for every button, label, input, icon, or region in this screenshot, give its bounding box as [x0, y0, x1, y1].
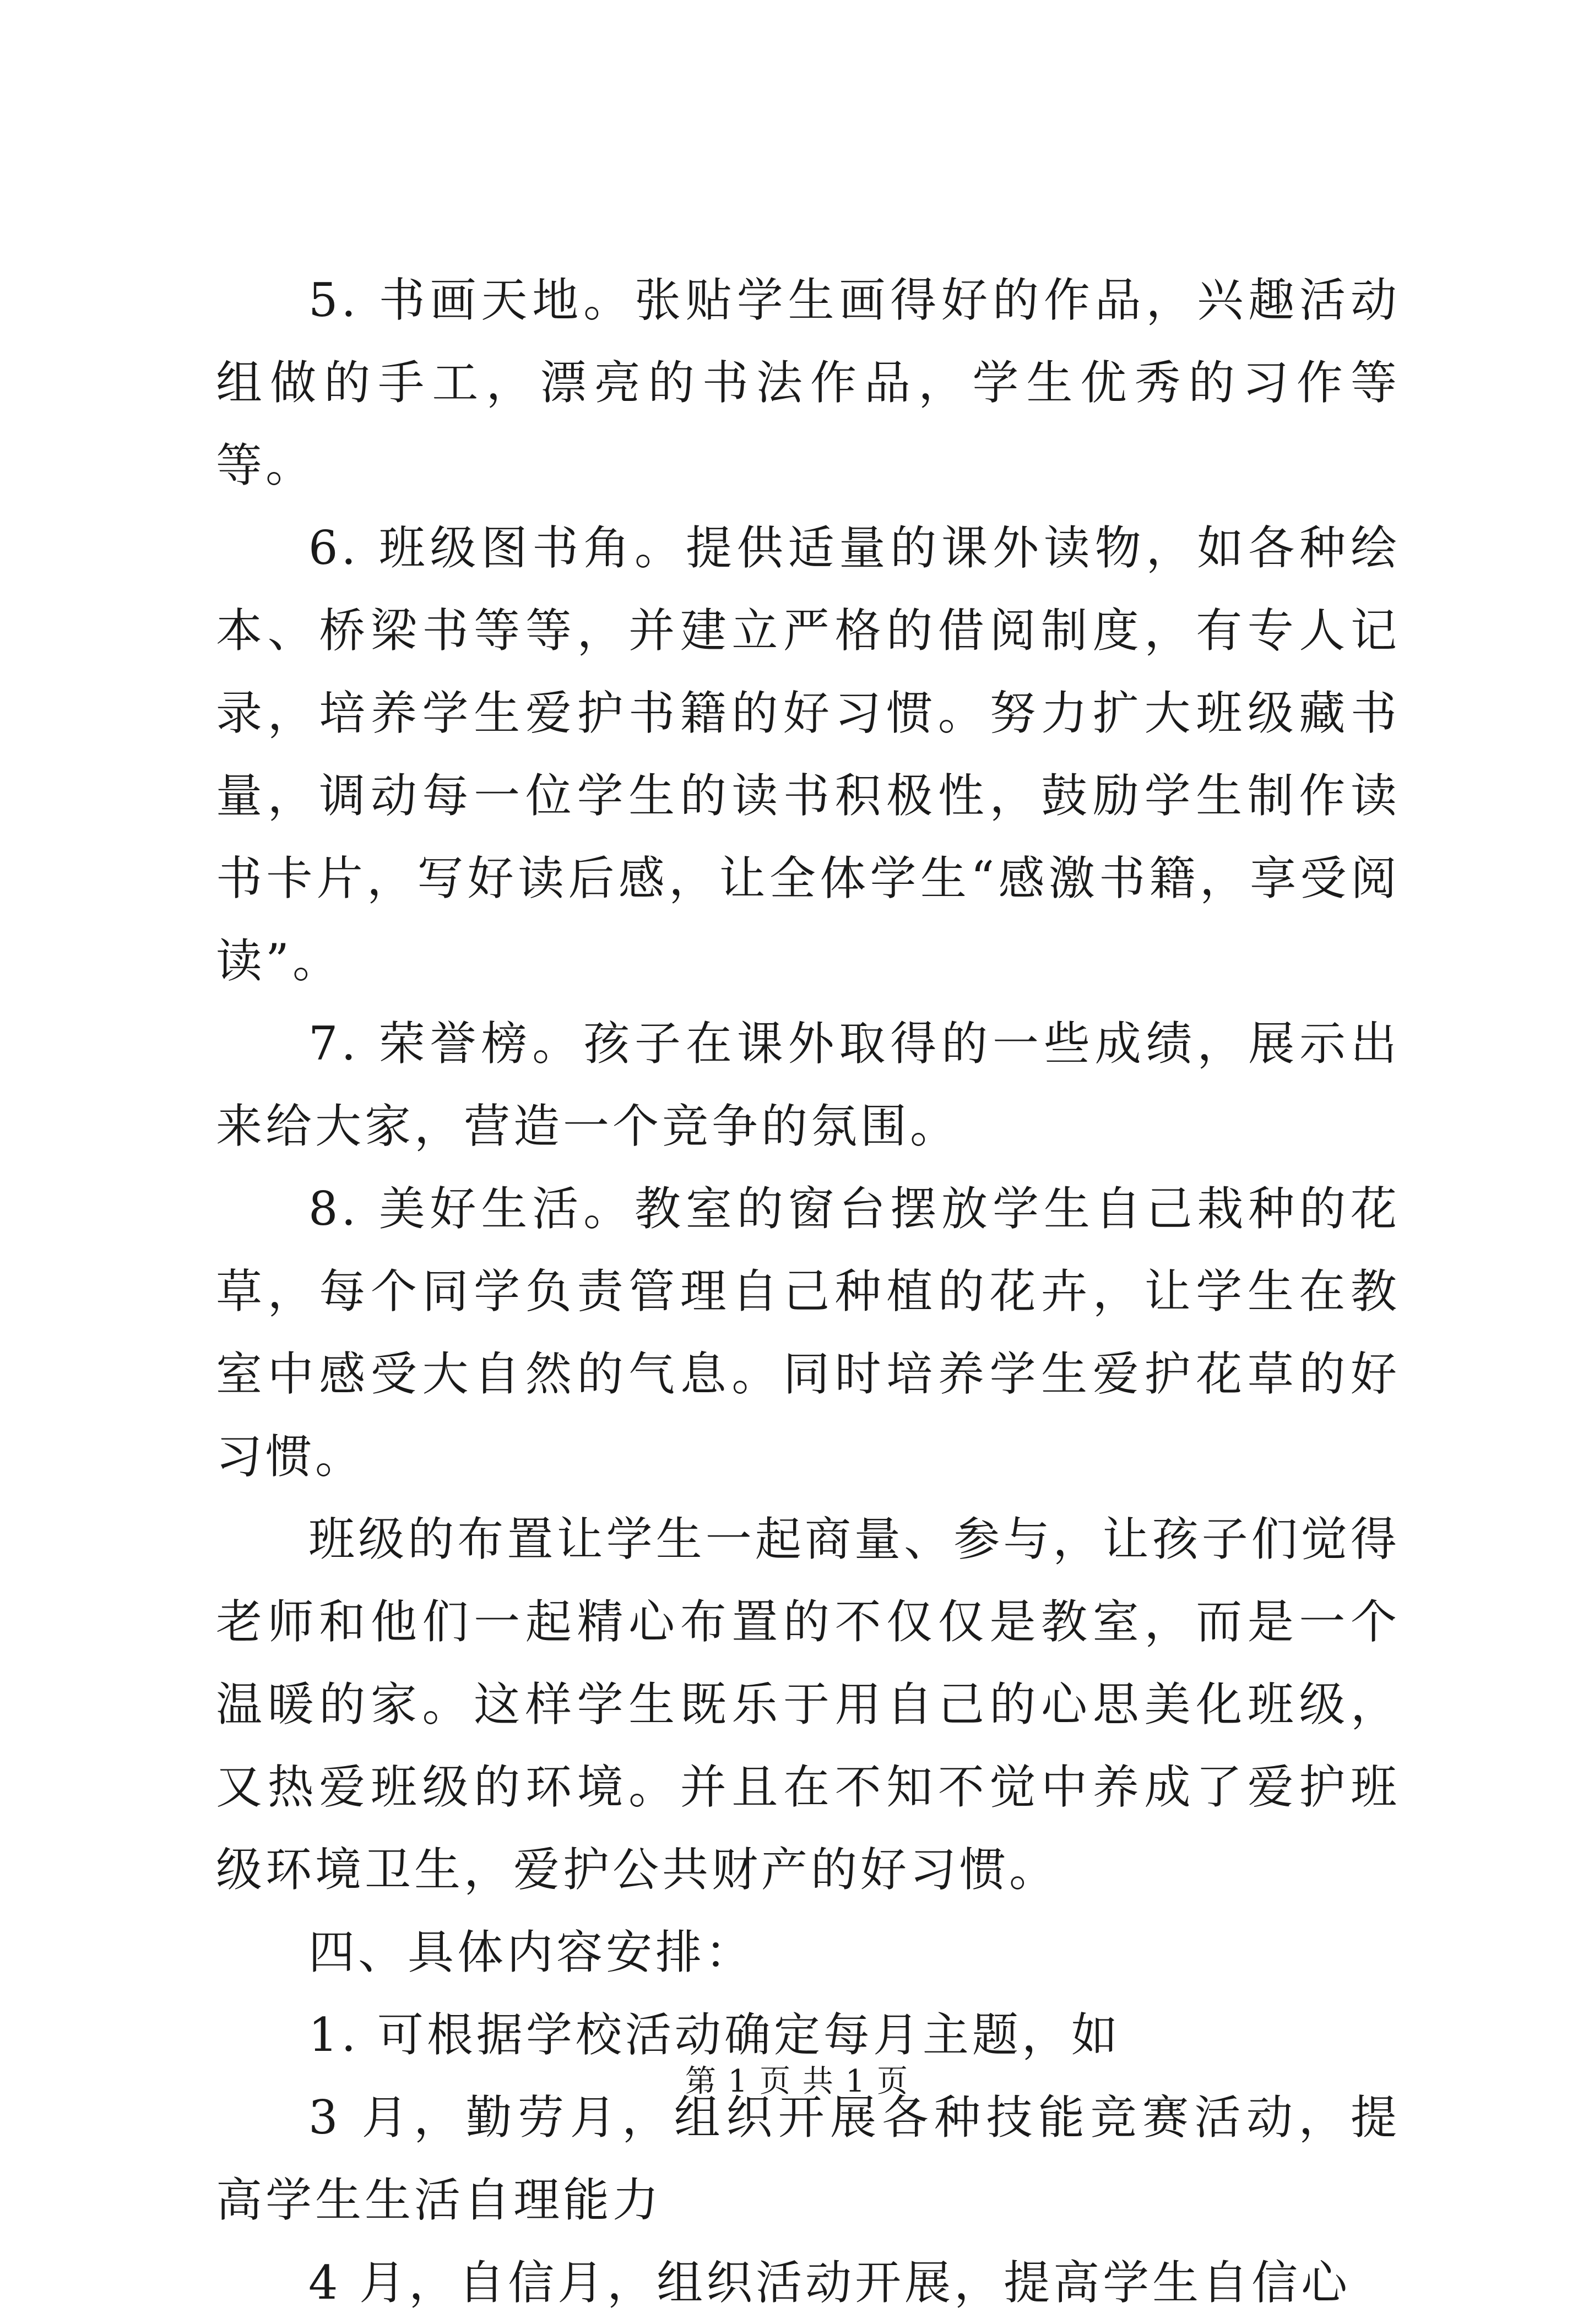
paragraph-book-corner: 6. 班级图书角。提供适量的课外读物，如各种绘本、桥梁书等等，并建立严格的借阅制度，有专人记录，培养学生爱护书籍的好习惯。努力扩大班级藏书量，调动每一位学生的读书积极性，鼓励学生制作读书卡片，写好读后感，让全体学生“感激书籍，享受阅读”。	[216, 521, 1400, 988]
paragraph-class-layout: 班级的布置让学生一起商量、参与，让孩子们觉得老师和他们一起精心布置的不仅仅是教室，而是一个温暖的家。这样学生既乐于用自己的心思美化班级，又热爱班级的环境。并且在不知不觉中养成了爱护班级环境卫生，爱护公共财产的好习惯。	[216, 1512, 1400, 1897]
document-body	[216, 259, 1400, 2324]
section-heading-content-arrangement: 四、具体内容安排：	[308, 1925, 755, 1979]
paragraph-april: 4 月，自信月，组织活动开展，提高学生自信心	[308, 2256, 1351, 2310]
paragraph-good-life: 8. 美好生活。教室的窗台摆放学生自己栽种的花草，每个同学负责管理自己种植的花卉，让学生在教室中感受大自然的气息。同时培养学生爱护花草的好习惯。	[216, 1182, 1400, 1484]
paragraph-calligraphy-corner: 5. 书画天地。张贴学生画得好的作品，兴趣活动组做的手工，漂亮的书法作品，学生优秀的习作等等。	[216, 273, 1400, 492]
paragraph-march: 3 月，勤劳月，组织开展各种技能竞赛活动，提高学生生活自理能力	[216, 2090, 1400, 2227]
page-footer: 第 1 页 共 1 页	[685, 2064, 909, 2099]
paragraph-monthly-theme: 1. 可根据学校活动确定每月主题，如	[308, 2008, 1121, 2062]
paragraph-honor-roll: 7. 荣誉榜。孩子在课外取得的一些成绩，展示出来给大家，营造一个竞争的氛围。	[216, 1017, 1400, 1153]
